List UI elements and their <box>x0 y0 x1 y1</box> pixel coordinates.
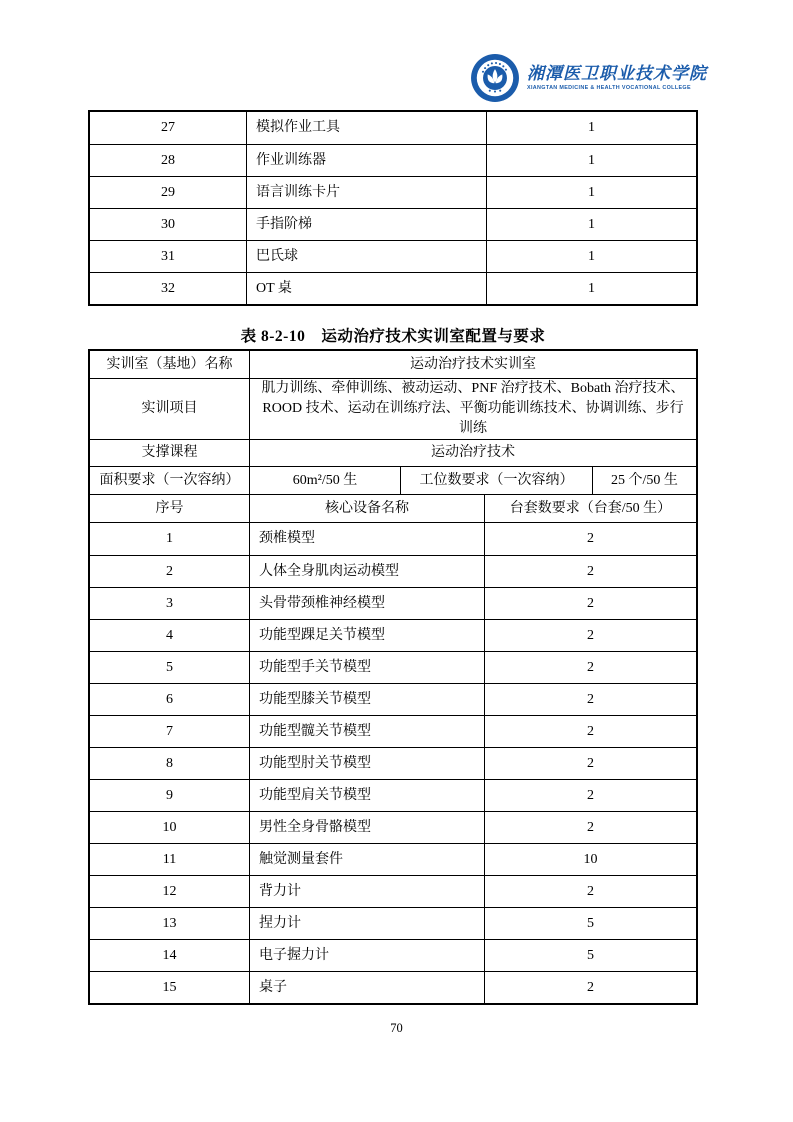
equipment-name-cell: 触觉测量套件 <box>249 844 484 875</box>
quantity-cell: 5 <box>484 908 696 939</box>
equipment-name-cell: 功能型肩关节模型 <box>249 780 484 811</box>
equipment-name-cell: 作业训练器 <box>246 145 486 176</box>
quantity-cell: 2 <box>484 748 696 779</box>
equipment-name-cell: 功能型踝足关节模型 <box>249 620 484 651</box>
equipment-name-cell: 语言训练卡片 <box>246 177 486 208</box>
serial-number-cell: 9 <box>166 787 173 803</box>
quantity-cell: 1 <box>486 273 696 304</box>
table-row <box>90 843 696 875</box>
room-name-label: 实训室（基地）名称 <box>106 356 233 372</box>
equipment-name-cell: 巴氏球 <box>246 241 486 272</box>
table-row <box>90 875 696 907</box>
table-row <box>90 939 696 971</box>
serial-number-cell: 2 <box>166 563 173 579</box>
serial-number-cell: 12 <box>162 883 177 899</box>
training-project-value: 肌力训练、牵伸训练、被动运动、PNF 治疗技术、Bobath 治疗技术、ROOD 技术、运动在训练疗法、平衡功能训练技术、协调训练、步行训练 <box>249 379 696 439</box>
training-project-row <box>90 378 696 439</box>
equipment-name-cell: OT 桌 <box>246 273 486 304</box>
table-row <box>90 683 696 715</box>
quantity-cell: 2 <box>484 556 696 587</box>
quantity-cell: 2 <box>484 652 696 683</box>
quantity-cell: 1 <box>486 209 696 240</box>
college-logo <box>470 53 707 103</box>
page-footer <box>0 1021 793 1036</box>
serial-number-cell: 7 <box>166 723 173 739</box>
serial-number-cell: 5 <box>166 659 173 675</box>
serial-number-cell: 6 <box>166 691 173 707</box>
table-row <box>90 747 696 779</box>
college-seal-icon <box>470 53 520 103</box>
equipment-name-cell: 桌子 <box>249 972 484 1003</box>
serial-number-cell: 14 <box>162 947 177 963</box>
equipment-table-1-body <box>90 112 696 304</box>
training-room-table <box>88 349 698 1005</box>
equipment-name-cell: 手指阶梯 <box>246 209 486 240</box>
serial-number-cell: 32 <box>161 280 175 296</box>
college-name-block <box>527 65 707 92</box>
device-table-header-row <box>90 494 696 522</box>
table-row <box>90 619 696 651</box>
serial-number-cell: 30 <box>161 216 175 232</box>
serial-number-cell: 15 <box>162 979 177 995</box>
table-caption: 表 8-2-10 运动治疗技术实训室配置与要求 <box>240 328 546 345</box>
serial-number-cell: 3 <box>166 595 173 611</box>
quantity-cell: 5 <box>484 940 696 971</box>
table-row <box>90 112 696 144</box>
college-name-chinese: 湘潭医卫职业技术学院 <box>527 63 707 83</box>
table-row <box>90 555 696 587</box>
equipment-name-cell: 头骨带颈椎神经模型 <box>249 588 484 619</box>
equipment-name-cell: 电子握力计 <box>249 940 484 971</box>
serial-number-cell: 28 <box>161 152 175 168</box>
equipment-name-cell: 功能型手关节模型 <box>249 652 484 683</box>
serial-number-cell: 29 <box>161 184 175 200</box>
room-name-value: 运动治疗技术实训室 <box>249 351 696 378</box>
equipment-table-2-body <box>90 522 696 1003</box>
quantity-cell: 2 <box>484 716 696 747</box>
quantity-cell: 2 <box>484 972 696 1003</box>
serial-number-cell: 1 <box>166 531 173 546</box>
serial-number-cell: 13 <box>162 915 177 931</box>
table-row <box>90 779 696 811</box>
table-row <box>90 176 696 208</box>
header-quantity: 台套数要求（台套/50 生） <box>484 495 696 522</box>
quantity-cell: 10 <box>484 844 696 875</box>
area-requirement-label: 面积要求（一次容纳） <box>99 472 240 488</box>
area-requirement-value: 60m²/50 生 <box>249 467 400 494</box>
equipment-name-cell: 颈椎模型 <box>249 523 484 555</box>
serial-number-cell: 8 <box>166 755 173 771</box>
header-device-name: 核心设备名称 <box>249 495 484 522</box>
equipment-name-cell: 捏力计 <box>249 908 484 939</box>
quantity-cell: 2 <box>484 812 696 843</box>
page-number: 70 <box>390 1021 403 1035</box>
quantity-cell: 2 <box>484 684 696 715</box>
room-name-row <box>90 351 696 378</box>
supporting-course-row <box>90 439 696 466</box>
serial-number-cell: 27 <box>161 120 175 135</box>
table-row <box>90 523 696 555</box>
equipment-name-cell: 男性全身骨骼模型 <box>249 812 484 843</box>
table-row <box>90 208 696 240</box>
quantity-cell: 2 <box>484 780 696 811</box>
table-row <box>90 272 696 304</box>
serial-number-cell: 4 <box>166 627 173 643</box>
table-row <box>90 144 696 176</box>
table-row <box>90 587 696 619</box>
equipment-name-cell: 功能型髋关节模型 <box>249 716 484 747</box>
table-row <box>90 651 696 683</box>
equipment-table-continued <box>88 110 698 306</box>
header-serial-number: 序号 <box>155 500 184 516</box>
quantity-cell: 2 <box>484 588 696 619</box>
table-row <box>90 907 696 939</box>
table-row <box>90 971 696 1003</box>
serial-number-cell: 11 <box>162 851 177 867</box>
quantity-cell: 1 <box>486 112 696 144</box>
table-row <box>90 240 696 272</box>
quantity-cell: 2 <box>484 620 696 651</box>
table-row <box>90 811 696 843</box>
equipment-name-cell: 背力计 <box>249 876 484 907</box>
equipment-name-cell: 功能型膝关节模型 <box>249 684 484 715</box>
quantity-cell: 2 <box>484 523 696 555</box>
equipment-name-cell: 人体全身肌肉运动模型 <box>249 556 484 587</box>
table-row <box>90 715 696 747</box>
quantity-cell: 1 <box>486 177 696 208</box>
quantity-cell: 1 <box>486 145 696 176</box>
equipment-name-cell: 模拟作业工具 <box>246 112 486 144</box>
area-workstation-row <box>90 466 696 494</box>
serial-number-cell: 31 <box>161 248 175 264</box>
workstation-requirement-value: 25 个/50 生 <box>592 467 696 494</box>
training-project-label: 实训项目 <box>141 401 198 416</box>
college-name-english: XIANGTAN MEDICINE & HEALTH VOCATIONAL COLLEGE <box>527 85 691 92</box>
equipment-name-cell: 功能型肘关节模型 <box>249 748 484 779</box>
quantity-cell: 2 <box>484 876 696 907</box>
quantity-cell: 1 <box>486 241 696 272</box>
supporting-course-value: 运动治疗技术 <box>249 440 696 466</box>
workstation-requirement-label: 工位数要求（一次容纳） <box>400 467 592 494</box>
serial-number-cell: 10 <box>162 819 177 835</box>
supporting-course-label: 支撑课程 <box>141 445 198 460</box>
